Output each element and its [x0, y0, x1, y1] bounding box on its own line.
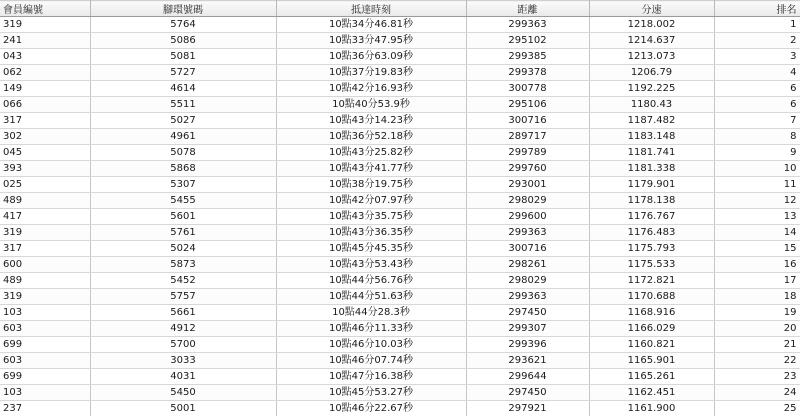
distance-cell: 295102: [466, 33, 589, 49]
table-row[interactable]: [0, 401, 800, 416]
distance-cell: 298029: [466, 273, 589, 289]
speed-cell: 1161.900: [589, 401, 714, 416]
rank-cell: 2: [714, 33, 800, 49]
member-id-cell: 317: [0, 113, 90, 129]
member-id-cell: 699: [0, 369, 90, 385]
distance-cell: 300778: [466, 81, 589, 97]
speed-cell: 1166.029: [589, 321, 714, 337]
arrival-time-cell: 10點46分07.74秒: [276, 353, 466, 369]
distance-cell: 289717: [466, 129, 589, 145]
member-id-cell: 103: [0, 385, 90, 401]
table-row[interactable]: [0, 97, 800, 113]
member-id-cell: 603: [0, 321, 90, 337]
ring-number-cell: 5873: [90, 257, 276, 273]
member-id-cell: 045: [0, 145, 90, 161]
ring-number-cell: 5307: [90, 177, 276, 193]
member-id-cell: 062: [0, 65, 90, 81]
ring-number-cell: 4031: [90, 369, 276, 385]
rank-cell: 15: [714, 241, 800, 257]
arrival-time-cell: 10點44分51.63秒: [276, 289, 466, 305]
distance-cell: 293621: [466, 353, 589, 369]
column-header-ring-number[interactable]: 腳環號碼: [90, 1, 276, 17]
rank-cell: 19: [714, 305, 800, 321]
table-row[interactable]: [0, 33, 800, 49]
table-row[interactable]: [0, 305, 800, 321]
distance-cell: 299363: [466, 289, 589, 305]
rank-cell: 23: [714, 369, 800, 385]
table-row[interactable]: [0, 177, 800, 193]
speed-cell: 1181.741: [589, 145, 714, 161]
rank-cell: 3: [714, 49, 800, 65]
rank-cell: 13: [714, 209, 800, 225]
table-row[interactable]: [0, 385, 800, 401]
speed-cell: 1175.533: [589, 257, 714, 273]
speed-cell: 1181.338: [589, 161, 714, 177]
table-row[interactable]: [0, 273, 800, 289]
speed-cell: 1213.073: [589, 49, 714, 65]
member-id-cell: 302: [0, 129, 90, 145]
ring-number-cell: 5001: [90, 401, 276, 416]
table-row[interactable]: [0, 209, 800, 225]
rank-cell: 21: [714, 337, 800, 353]
speed-cell: 1214.637: [589, 33, 714, 49]
table-row[interactable]: [0, 257, 800, 273]
table-row[interactable]: [0, 161, 800, 177]
ring-number-cell: 5868: [90, 161, 276, 177]
member-id-cell: 317: [0, 241, 90, 257]
ring-number-cell: 3033: [90, 353, 276, 369]
ring-number-cell: 5452: [90, 273, 276, 289]
arrival-time-cell: 10點43分35.75秒: [276, 209, 466, 225]
column-header-arrival-time[interactable]: 抵達時刻: [276, 1, 466, 17]
rank-cell: 1: [714, 17, 800, 33]
ring-number-cell: 4961: [90, 129, 276, 145]
distance-cell: 298029: [466, 193, 589, 209]
rank-cell: 22: [714, 353, 800, 369]
table-header-row: [0, 1, 800, 17]
distance-cell: 299363: [466, 225, 589, 241]
arrival-time-cell: 10點44分56.76秒: [276, 273, 466, 289]
arrival-time-cell: 10點43分53.43秒: [276, 257, 466, 273]
column-header-distance[interactable]: 距離: [466, 1, 589, 17]
arrival-time-cell: 10點42分16.93秒: [276, 81, 466, 97]
table-row[interactable]: [0, 353, 800, 369]
member-id-cell: 103: [0, 305, 90, 321]
table-row[interactable]: [0, 129, 800, 145]
arrival-time-cell: 10點43分36.35秒: [276, 225, 466, 241]
rank-cell: 14: [714, 225, 800, 241]
distance-cell: 299600: [466, 209, 589, 225]
rank-cell: 4: [714, 65, 800, 81]
speed-cell: 1162.451: [589, 385, 714, 401]
arrival-time-cell: 10點34分46.81秒: [276, 17, 466, 33]
ring-number-cell: 5455: [90, 193, 276, 209]
rank-cell: 16: [714, 257, 800, 273]
speed-cell: 1180.43: [589, 97, 714, 113]
distance-cell: 293001: [466, 177, 589, 193]
speed-cell: 1170.688: [589, 289, 714, 305]
speed-cell: 1178.138: [589, 193, 714, 209]
arrival-time-cell: 10點45分53.27秒: [276, 385, 466, 401]
table-row[interactable]: [0, 321, 800, 337]
distance-cell: 299789: [466, 145, 589, 161]
column-header-rank[interactable]: 排名: [714, 1, 800, 17]
arrival-time-cell: 10點47分16.38秒: [276, 369, 466, 385]
rank-cell: 9: [714, 145, 800, 161]
speed-cell: 1165.261: [589, 369, 714, 385]
distance-cell: 299760: [466, 161, 589, 177]
speed-cell: 1160.821: [589, 337, 714, 353]
arrival-time-cell: 10點46分22.67秒: [276, 401, 466, 416]
ring-number-cell: 4614: [90, 81, 276, 97]
table-body: [0, 17, 800, 416]
rank-cell: 8: [714, 129, 800, 145]
ring-number-cell: 5086: [90, 33, 276, 49]
rank-cell: 6: [714, 97, 800, 113]
ring-number-cell: 5757: [90, 289, 276, 305]
ring-number-cell: 5727: [90, 65, 276, 81]
member-id-cell: 043: [0, 49, 90, 65]
ring-number-cell: 5511: [90, 97, 276, 113]
member-id-cell: 319: [0, 289, 90, 305]
speed-cell: 1179.901: [589, 177, 714, 193]
ring-number-cell: 5450: [90, 385, 276, 401]
member-id-cell: 417: [0, 209, 90, 225]
rank-cell: 25: [714, 401, 800, 416]
rank-cell: 11: [714, 177, 800, 193]
ring-number-cell: 5024: [90, 241, 276, 257]
member-id-cell: 699: [0, 337, 90, 353]
distance-cell: 299385: [466, 49, 589, 65]
rank-cell: 20: [714, 321, 800, 337]
member-id-cell: 319: [0, 17, 90, 33]
table-row[interactable]: [0, 113, 800, 129]
distance-cell: 297450: [466, 385, 589, 401]
distance-cell: 299307: [466, 321, 589, 337]
member-id-cell: 489: [0, 273, 90, 289]
ring-number-cell: 5700: [90, 337, 276, 353]
table-row[interactable]: [0, 241, 800, 257]
speed-cell: 1172.821: [589, 273, 714, 289]
distance-cell: 300716: [466, 113, 589, 129]
table-row[interactable]: [0, 337, 800, 353]
table-row[interactable]: [0, 369, 800, 385]
arrival-time-cell: 10點37分19.83秒: [276, 65, 466, 81]
arrival-time-cell: 10點43分41.77秒: [276, 161, 466, 177]
rank-cell: 24: [714, 385, 800, 401]
ring-number-cell: 5078: [90, 145, 276, 161]
rank-cell: 12: [714, 193, 800, 209]
arrival-time-cell: 10點46分11.33秒: [276, 321, 466, 337]
table-row[interactable]: [0, 289, 800, 305]
arrival-time-cell: 10點42分07.97秒: [276, 193, 466, 209]
distance-cell: 297921: [466, 401, 589, 416]
ring-number-cell: 5661: [90, 305, 276, 321]
speed-cell: 1183.148: [589, 129, 714, 145]
table-row[interactable]: [0, 225, 800, 241]
speed-cell: 1218.002: [589, 17, 714, 33]
ring-number-cell: 5764: [90, 17, 276, 33]
table-row[interactable]: [0, 65, 800, 81]
column-header-speed[interactable]: 分速: [589, 1, 714, 17]
rank-cell: 17: [714, 273, 800, 289]
arrival-time-cell: 10點40分53.9秒: [276, 97, 466, 113]
member-id-cell: 319: [0, 225, 90, 241]
arrival-time-cell: 10點43分25.82秒: [276, 145, 466, 161]
speed-cell: 1168.916: [589, 305, 714, 321]
distance-cell: 300716: [466, 241, 589, 257]
rank-cell: 6: [714, 81, 800, 97]
speed-cell: 1187.482: [589, 113, 714, 129]
speed-cell: 1176.767: [589, 209, 714, 225]
distance-cell: 299396: [466, 337, 589, 353]
ring-number-cell: 5761: [90, 225, 276, 241]
distance-cell: 297450: [466, 305, 589, 321]
arrival-time-cell: 10點36分63.09秒: [276, 49, 466, 65]
member-id-cell: 393: [0, 161, 90, 177]
column-header-member-id[interactable]: 會員編號: [0, 1, 90, 17]
table-row[interactable]: [0, 193, 800, 209]
arrival-time-cell: 10點43分14.23秒: [276, 113, 466, 129]
table-row[interactable]: [0, 49, 800, 65]
member-id-cell: 241: [0, 33, 90, 49]
distance-cell: 298261: [466, 257, 589, 273]
rank-cell: 18: [714, 289, 800, 305]
speed-cell: 1206.79: [589, 65, 714, 81]
arrival-time-cell: 10點36分52.18秒: [276, 129, 466, 145]
speed-cell: 1192.225: [589, 81, 714, 97]
member-id-cell: 025: [0, 177, 90, 193]
member-id-cell: 149: [0, 81, 90, 97]
table-row[interactable]: [0, 81, 800, 97]
distance-cell: 299378: [466, 65, 589, 81]
speed-cell: 1165.901: [589, 353, 714, 369]
distance-cell: 299363: [466, 17, 589, 33]
table-row[interactable]: [0, 17, 800, 33]
arrival-time-cell: 10點45分45.35秒: [276, 241, 466, 257]
member-id-cell: 066: [0, 97, 90, 113]
distance-cell: 295106: [466, 97, 589, 113]
arrival-time-cell: 10點38分19.75秒: [276, 177, 466, 193]
member-id-cell: 237: [0, 401, 90, 416]
member-id-cell: 600: [0, 257, 90, 273]
ring-number-cell: 5081: [90, 49, 276, 65]
arrival-time-cell: 10點44分28.3秒: [276, 305, 466, 321]
member-id-cell: 489: [0, 193, 90, 209]
ring-number-cell: 5601: [90, 209, 276, 225]
speed-cell: 1176.483: [589, 225, 714, 241]
table-row[interactable]: [0, 145, 800, 161]
distance-cell: 299644: [466, 369, 589, 385]
arrival-time-cell: 10點46分10.03秒: [276, 337, 466, 353]
rank-cell: 7: [714, 113, 800, 129]
ring-number-cell: 5027: [90, 113, 276, 129]
arrival-time-cell: 10點33分47.95秒: [276, 33, 466, 49]
rank-cell: 10: [714, 161, 800, 177]
speed-cell: 1175.793: [589, 241, 714, 257]
ring-number-cell: 4912: [90, 321, 276, 337]
member-id-cell: 603: [0, 353, 90, 369]
